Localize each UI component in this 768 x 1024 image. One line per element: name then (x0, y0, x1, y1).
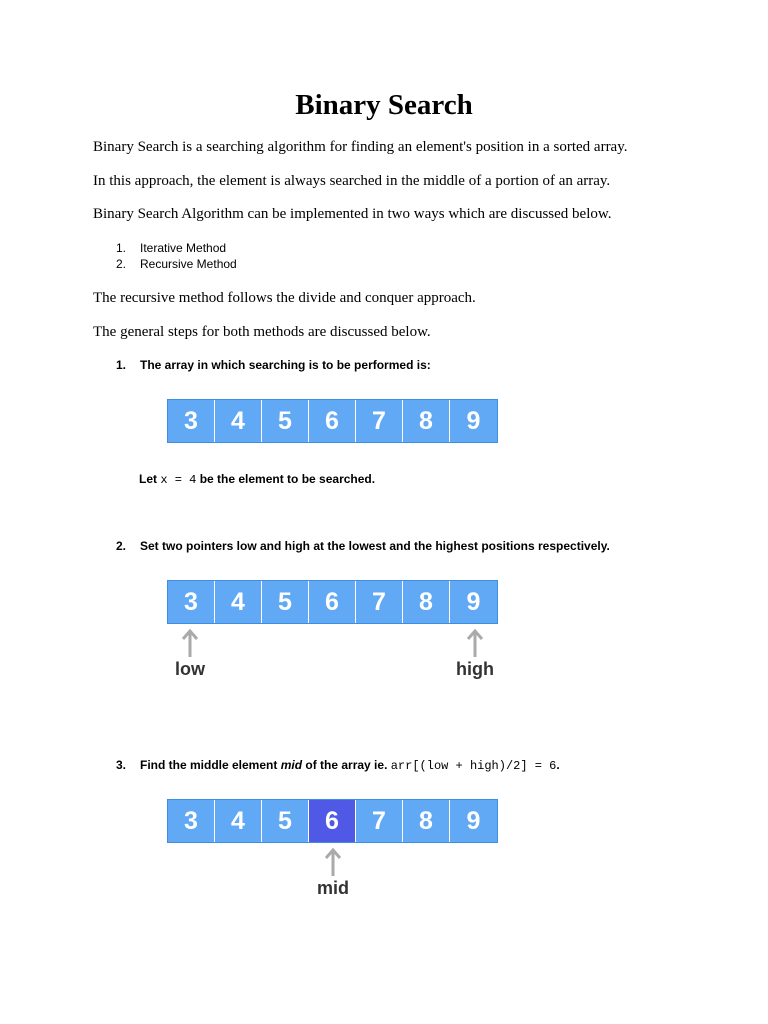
recursive-paragraph: The recursive method follows the divide and conquer approach. (93, 290, 476, 306)
array-cell: 5 (262, 400, 309, 442)
let-code: x = 4 (160, 473, 197, 487)
high-pointer-label: high (456, 659, 494, 679)
step-number: 1. (116, 358, 127, 372)
step-text: The array in which searching is to be performed is: (140, 358, 431, 372)
array-cell: 4 (215, 800, 262, 842)
let-line (139, 471, 375, 488)
list-number: 2. (116, 257, 127, 271)
array-cell: 7 (356, 400, 403, 442)
array-cell: 8 (403, 800, 450, 842)
step-3 (116, 757, 560, 774)
array-cell: 8 (403, 400, 450, 442)
step-1 (116, 357, 431, 373)
intro-paragraph: Binary Search is a searching algorithm for finding an element's position in a sorted array. (93, 139, 628, 155)
list-number: 1. (116, 241, 127, 255)
step-text: of the array ie. (302, 758, 391, 772)
array-cell: 5 (262, 581, 309, 623)
up-arrow-icon (465, 628, 485, 658)
method-label: Iterative Method (140, 241, 227, 255)
method-list-item (116, 240, 226, 256)
let-prefix: Let (139, 472, 161, 486)
step-number: 3. (116, 758, 127, 772)
array-cell: 9 (466, 587, 481, 616)
array-cell: 7 (356, 800, 403, 842)
ways-paragraph: Binary Search Algorithm can be implemented in two ways which are discussed below. (93, 206, 612, 222)
mid-pointer-label: mid (316, 878, 349, 898)
array-cell: 3 (168, 581, 215, 623)
array-diagram-1 (167, 399, 498, 443)
array-cell: 7 (356, 581, 403, 623)
up-arrow-icon (323, 847, 343, 877)
method-label: Recursive Method (140, 257, 237, 271)
array-diagram-3 (167, 799, 498, 843)
step-text: Find the middle element (140, 758, 281, 772)
array-cell: 9 (466, 806, 481, 835)
step-2 (116, 538, 610, 554)
page-title: Binary Search (295, 89, 473, 121)
step-text: . (556, 758, 560, 772)
array-cell: 8 (403, 581, 450, 623)
array-cell: 9 (466, 406, 481, 435)
steps-paragraph: The general steps for both methods are discussed below. (93, 324, 431, 340)
low-pointer-label: low (175, 659, 205, 679)
step-text: Set two pointers low and high at the lowest and the highest positions respectively. (140, 539, 610, 553)
up-arrow-icon (180, 628, 200, 658)
array-diagram-2 (167, 580, 498, 624)
approach-paragraph: In this approach, the element is always searched in the middle of a portion of an array. (93, 173, 611, 189)
array-cell-mid: 6 (309, 800, 356, 842)
step-code: arr[(low + high)/2] = 6 (390, 759, 557, 773)
method-list-item (116, 256, 237, 272)
array-cell: 6 (309, 581, 356, 623)
array-cell: 3 (168, 800, 215, 842)
step-text-emphasis: mid (280, 758, 303, 772)
let-suffix: be the element to be searched. (196, 472, 376, 486)
array-cell: 3 (168, 400, 215, 442)
step-number: 2. (116, 539, 127, 553)
array-cell: 4 (215, 581, 262, 623)
array-cell: 5 (262, 800, 309, 842)
array-cell: 4 (215, 400, 262, 442)
array-cell: 6 (309, 400, 356, 442)
